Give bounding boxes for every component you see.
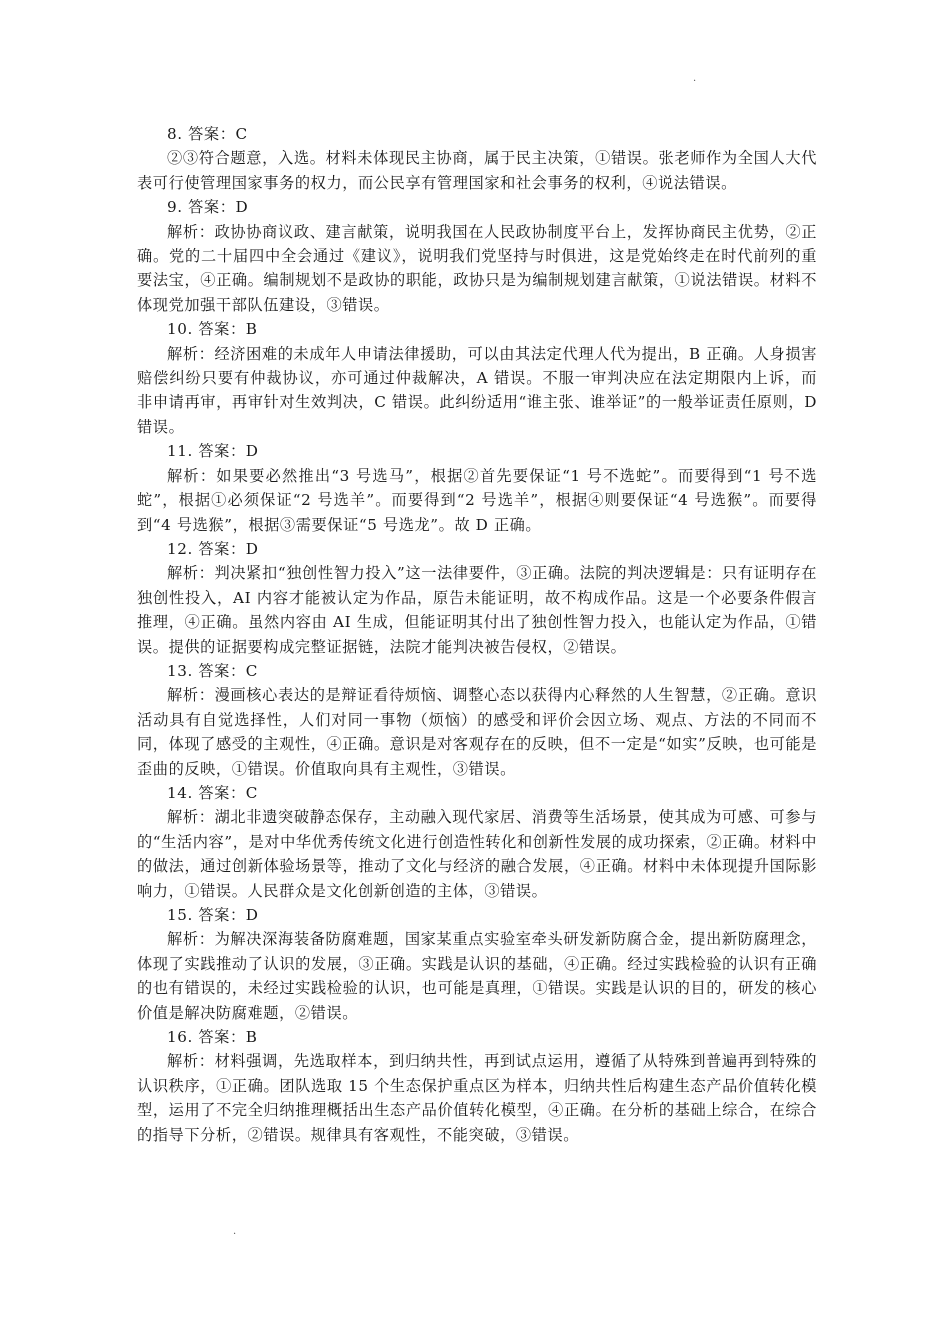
answer-14: 14. 答案：C (167, 783, 258, 802)
analysis-12: 解析：判决紧扣“独创性智力投入”这一法律要件，③正确。法院的判决逻辑是：只有证明存在独创性投入，AI 内容才能被认定为作品，原告未能证明，故不构成作品。这是一个必要条件假言推理，④正确。虽然内容由 AI 生成，但能证明其付出了独创性智力投入，也能认定为作品，①错误。提供的证据要构成完整证据链，法院才能判决被告侵权，②错误。 (137, 564, 817, 656)
answer-12: 12. 答案：D (167, 539, 259, 558)
answer-13: 13. 答案：C (167, 661, 258, 680)
answer-15: 15. 答案：D (167, 906, 259, 924)
analysis-14: 解析：湖北非遗突破静态保存，主动融入现代家居、消费等生活场景，使其成为可感、可参与的“生活内容”，是对中华优秀传统文化进行创造性转化和创新性发展的成功探索，②正确。材料中的做法，通过创新体验场景等，推动了文化与经济的融合发展，④正确。材料中未体现提升国际影响力，①错误。人民群众是文化创新创造的主体，③错误。 (137, 808, 817, 900)
page-top-mark: . (693, 73, 697, 84)
analysis-16: 解析：材料强调，先选取样本，到归纳共性，再到试点运用，遵循了从特殊到普遍再到特殊的认识秩序，①正确。团队选取 15 个生态保护重点区为样本，归纳共性后构建生态产品价值转化模型，运用了不完全归纳推理概括出生态产品价值转化模型，④正确。在分析的基础上综合，在综合的指导下分析，②错误。规律具有客观性，不能突破，③错误。 (137, 1052, 817, 1144)
analysis-10: 解析：经济困难的未成年人申请法律援助，可以由其法定代理人代为提出，B 正确。人身损害赔偿纠纷只要有仲裁协议，亦可通过仲裁解决，A 错误。不服一审判决应在法定期限内上诉，而非申请再审，再审针对生效判决，C 错误。此纠纷适用“谁主张、谁举证”的一般举证责任原则，D 错误。 (137, 344, 817, 436)
answer-8: 8. 答案：C (167, 125, 248, 143)
analysis-9: 解析：政协协商议政、建言献策，说明我国在人民政协制度平台上，发挥协商民主优势，②正确。党的二十届四中全会通过《建议》，说明我们党坚持与时俱进，这是党始终走在时代前列的重要法宝，④正确。编制规划不是政协的职能，政协只是为编制规划建言献策，①说法错误。材料不体现党加强干部队伍建设，③错误。 (137, 222, 817, 314)
answer-key-content (137, 122, 817, 1147)
analysis-13: 解析：漫画核心表达的是辩证看待烦恼、调整心态以获得内心释然的人生智慧，②正确。意识活动具有自觉选择性，人们对同一事物（烦恼）的感受和评价会因立场、观点、方法的不同而不同，体现了感受的主观性，④正确。意识是对客观存在的反映，但不一定是“如实”反映，也可能是歪曲的反映，①错误。价值取向具有主观性，③错误。 (137, 686, 817, 778)
page-bottom-mark: . (233, 1226, 237, 1237)
answer-11: 11. 答案：D (167, 442, 259, 461)
answer-10: 10. 答案：B (167, 320, 258, 339)
analysis-15: 解析：为解决深海装备防腐难题，国家某重点实验室牵头研发新防腐合金，提出新防腐理念，体现了实践推动了认识的发展，③正确。实践是认识的基础，④正确。经过实践检验的认识有正确的也有错误的，未经过实践检验的认识，也可能是真理，①错误。实践是认识的目的，研发的核心价值是解决防腐难题，②错误。 (137, 930, 817, 1022)
answer-16: 16. 答案：B (167, 1028, 258, 1047)
analysis-8: ②③符合题意，入选。材料未体现民主协商，属于民主决策，①错误。张老师作为全国人大代表可行使管理国家事务的权力，而公民享有管理国家和社会事务的权利，④说法错误。 (137, 149, 817, 192)
analysis-11: 解析：如果要必然推出“3 号选马”，根据②首先要保证“1 号不选蛇”。而要得到“1 号不选蛇”，根据①必须保证“2 号选羊”。而要得到“2 号选羊”，根据④则要保证“4 号选猴”。而要得到“4 号选猴”，根据③需要保证“5 号选龙”。故 D 正确。 (137, 466, 817, 534)
answer-9: 9. 答案：D (167, 198, 249, 217)
